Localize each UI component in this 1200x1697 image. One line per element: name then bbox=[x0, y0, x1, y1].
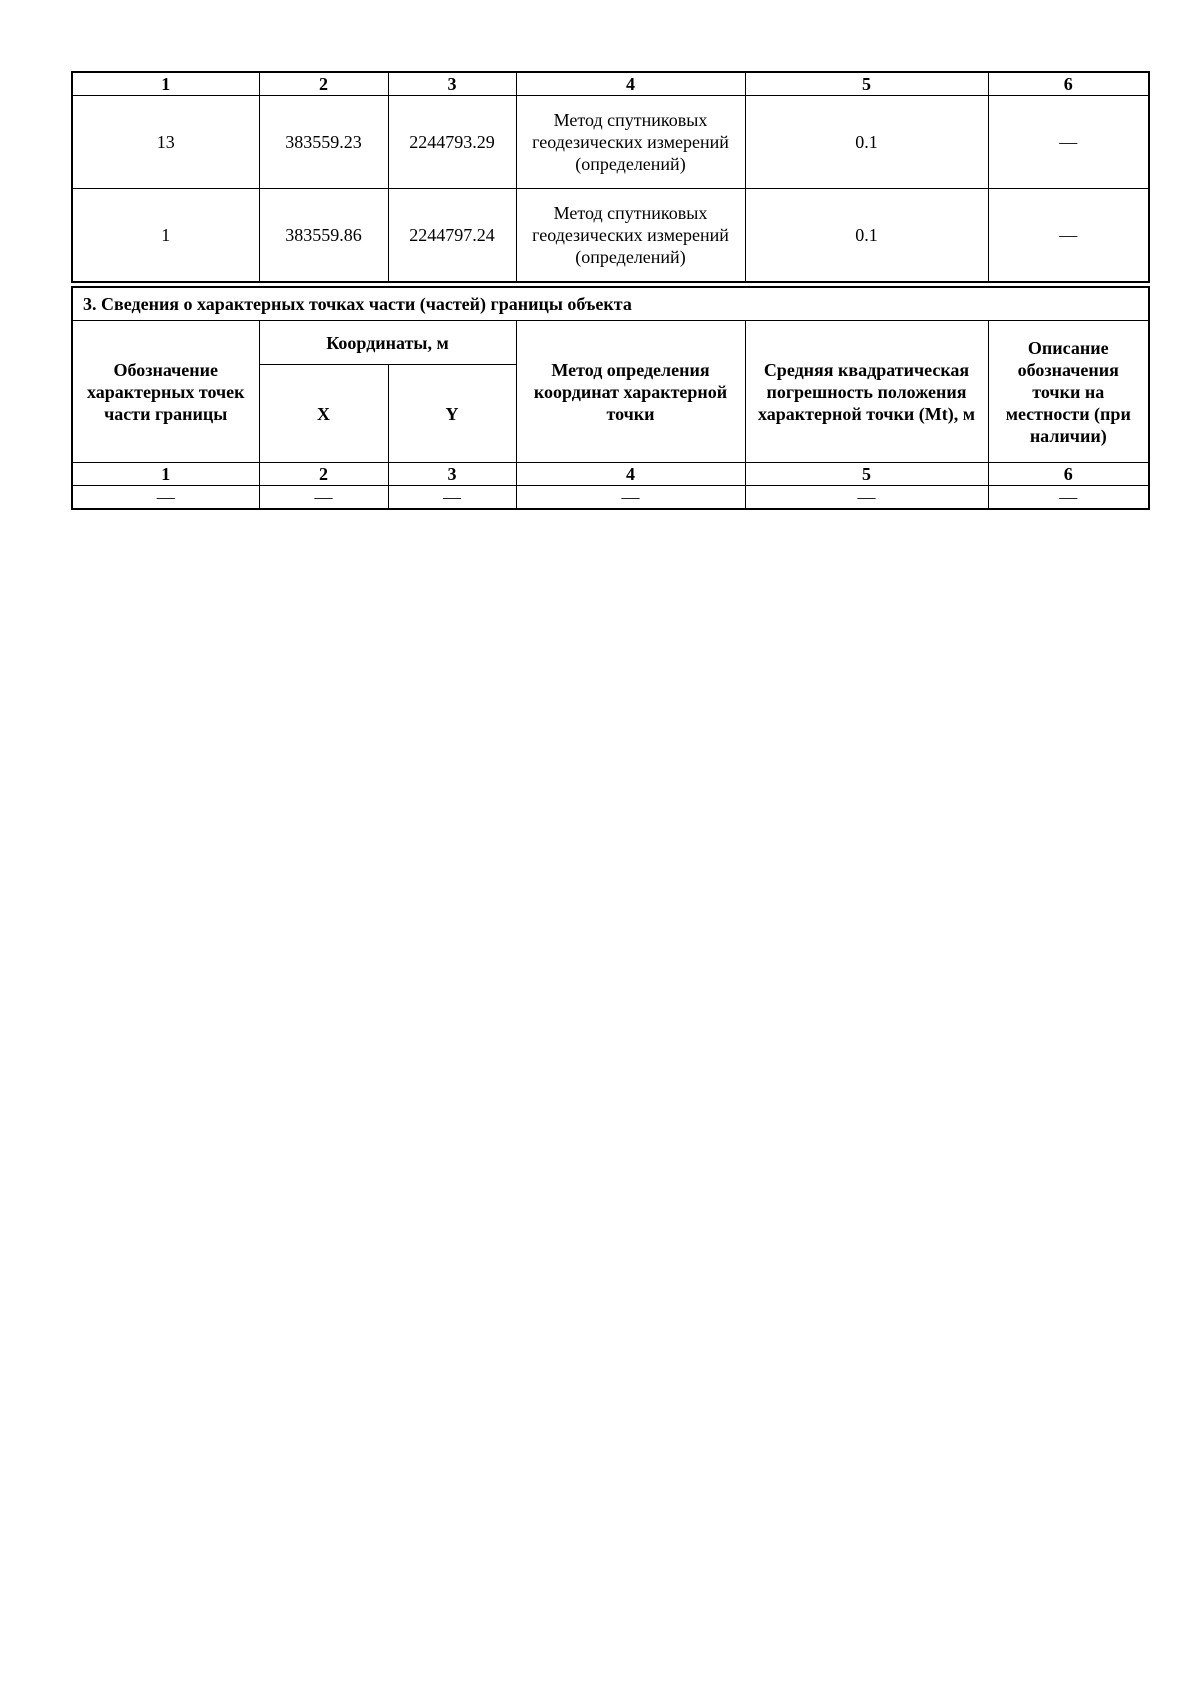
coordinates-table bbox=[71, 71, 1150, 283]
table-row bbox=[72, 189, 1149, 283]
column-number: 6 bbox=[988, 463, 1149, 486]
header-coordinates: Координаты, м bbox=[259, 321, 516, 365]
column-number: 5 bbox=[745, 463, 988, 486]
point-description: — bbox=[988, 96, 1149, 189]
empty-cell: — bbox=[988, 486, 1149, 510]
column-number-row bbox=[72, 463, 1149, 486]
header-mean-square-error: Средняя квадратическая погрешность положения характерной точки (Mt), м bbox=[745, 321, 988, 463]
header-y: Y bbox=[388, 365, 516, 463]
mean-square-error: 0.1 bbox=[745, 96, 988, 189]
column-number: 2 bbox=[259, 72, 388, 96]
mean-square-error: 0.1 bbox=[745, 189, 988, 283]
empty-cell: — bbox=[745, 486, 988, 510]
section3-table bbox=[71, 286, 1150, 510]
section-title: 3. Сведения о характерных точках части (частей) границы объекта bbox=[72, 287, 1149, 321]
column-number: 4 bbox=[516, 463, 745, 486]
coordinate-y: 2244793.29 bbox=[388, 96, 516, 189]
table-row bbox=[72, 96, 1149, 189]
header-method: Метод определения координат характерной точки bbox=[516, 321, 745, 463]
method: Метод спутниковых геодезических измерений (определений) bbox=[516, 96, 745, 189]
header-description: Описание обозначения точки на местности (при наличии) bbox=[988, 321, 1149, 463]
header-designation: Обозначение характерных точек части границы bbox=[72, 321, 259, 463]
point-number: 13 bbox=[72, 96, 259, 189]
point-number: 1 bbox=[72, 189, 259, 283]
column-number: 3 bbox=[388, 72, 516, 96]
coordinate-x: 383559.23 bbox=[259, 96, 388, 189]
point-description: — bbox=[988, 189, 1149, 283]
column-number: 1 bbox=[72, 72, 259, 96]
column-number: 6 bbox=[988, 72, 1149, 96]
coordinate-x: 383559.86 bbox=[259, 189, 388, 283]
empty-cell: — bbox=[259, 486, 388, 510]
method: Метод спутниковых геодезических измерений (определений) bbox=[516, 189, 745, 283]
table-row bbox=[72, 486, 1149, 510]
column-number: 3 bbox=[388, 463, 516, 486]
column-number-row bbox=[72, 72, 1149, 96]
empty-cell: — bbox=[388, 486, 516, 510]
document-page bbox=[71, 71, 1148, 510]
empty-cell: — bbox=[72, 486, 259, 510]
header-x: X bbox=[259, 365, 388, 463]
column-number: 1 bbox=[72, 463, 259, 486]
column-number: 2 bbox=[259, 463, 388, 486]
column-number: 4 bbox=[516, 72, 745, 96]
empty-cell: — bbox=[516, 486, 745, 510]
coordinate-y: 2244797.24 bbox=[388, 189, 516, 283]
column-number: 5 bbox=[745, 72, 988, 96]
